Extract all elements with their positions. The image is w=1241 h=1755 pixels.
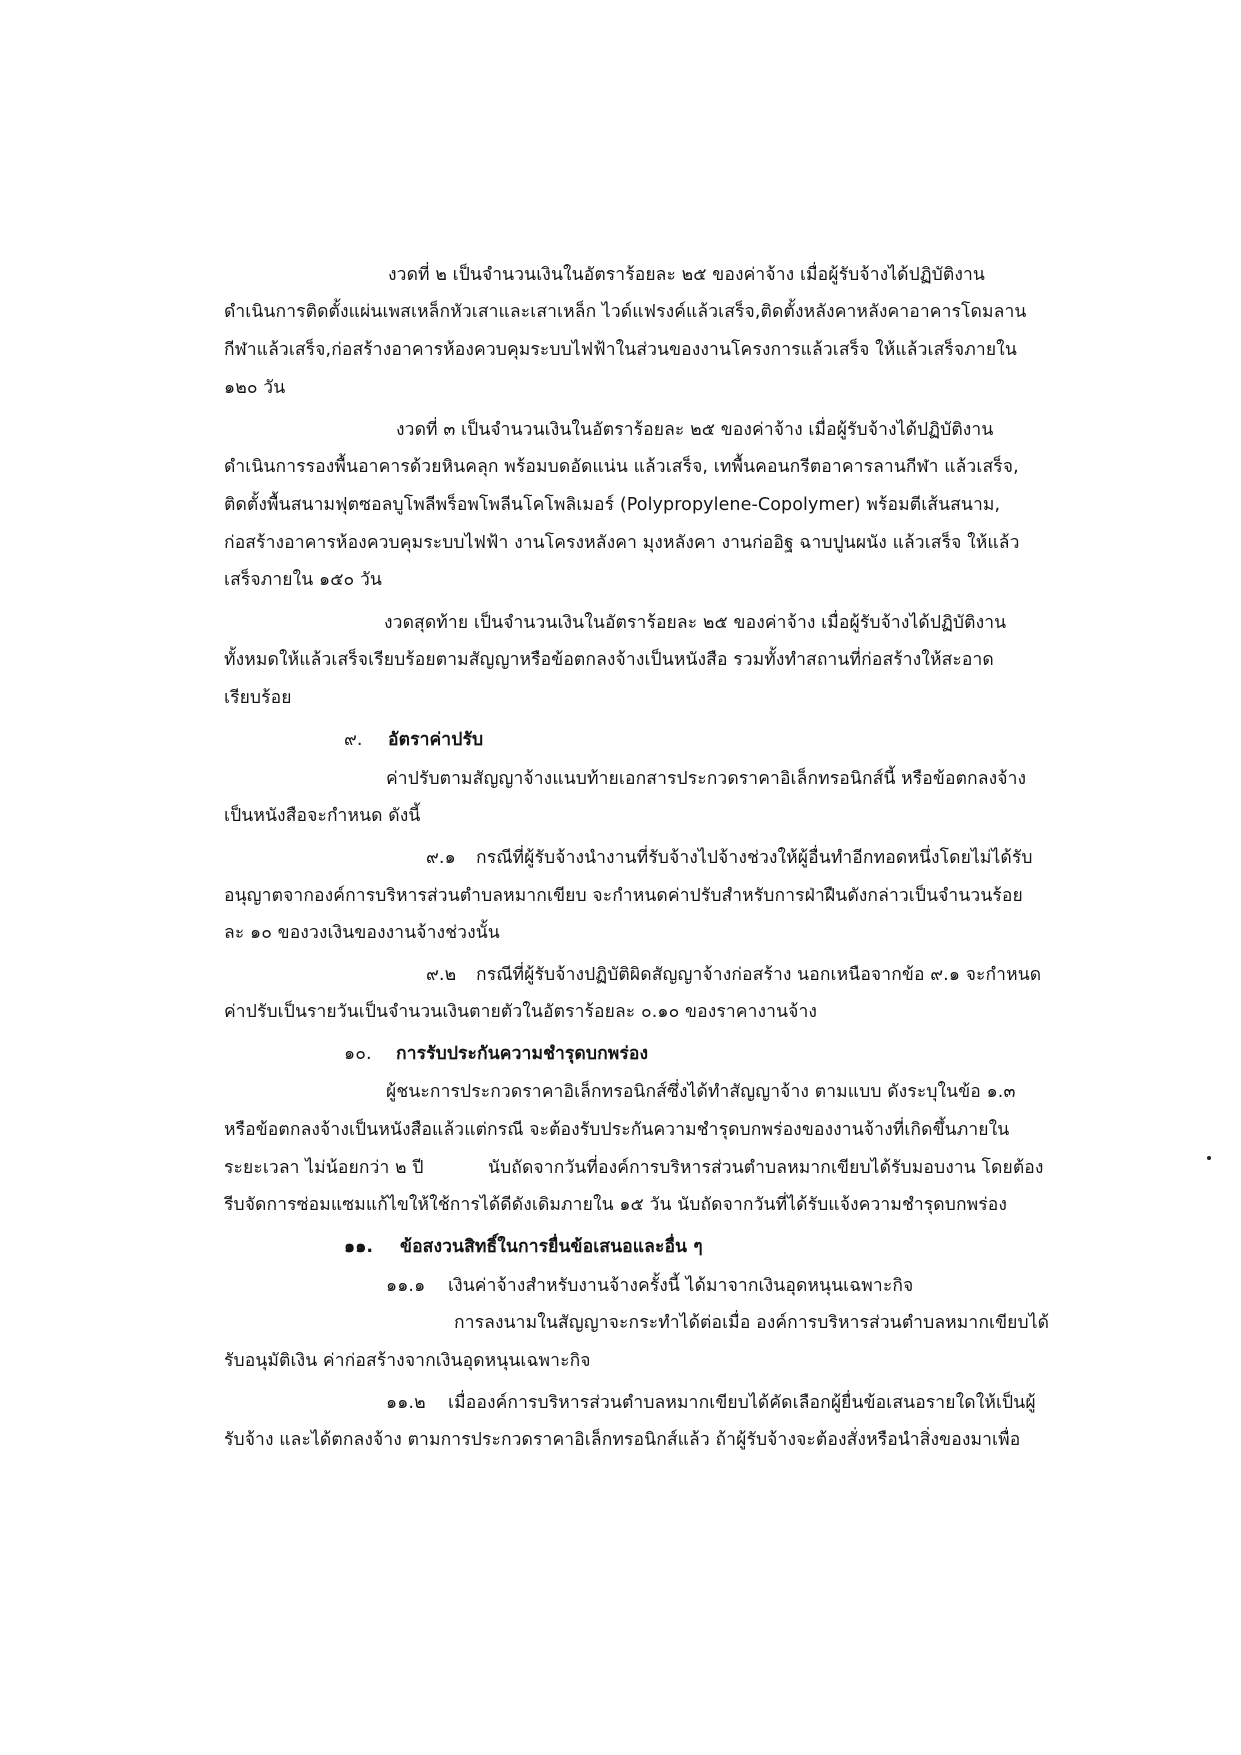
section-10-line-1: ผู้ชนะการประกวดราคาอิเล็กทรอนิกส์ซึ่งได้ทำสัญญาจ้าง ตามแบบ ดังระบุในข้อ ๑.๓ xyxy=(386,1082,1016,1102)
section-9-2-line-1: กรณีที่ผู้รับจ้างปฏิบัติผิดสัญญาจ้างก่อสร้าง นอกเหนือจากข้อ ๙.๑ จะกำหนด xyxy=(476,965,1042,985)
installment-3-line-5: เสร็จภายใน ๑๕๐ วัน xyxy=(224,570,382,590)
section-11-1-line-2: การลงนามในสัญญาจะกระทำได้ต่อเมื่อ องค์การบริหารส่วนตำบลหมากเขียบได้ xyxy=(454,1313,1050,1333)
installment-2-line-1: งวดที่ ๒ เป็นจำนวนเงินในอัตราร้อยละ ๒๕ ของค่าจ้าง เมื่อผู้รับจ้างได้ปฏิบัติงาน xyxy=(388,265,985,285)
installment-final-line-2: ทั้งหมดให้แล้วเสร็จเรียบร้อยตามสัญญาหรือข้อตกลงจ้างเป็นหนังสือ รวมทั้งทำสถานที่ก่อสร้างให้สะอาด xyxy=(224,650,994,670)
installment-2-line-3: กีฬาแล้วเสร็จ,ก่อสร้างอาคารห้องควบคุมระบบไฟฟ้าในส่วนของงานโครงการแล้วเสร็จ ให้แล้วเสร็จภายใน xyxy=(224,340,1017,360)
section-9-1-line-2: อนุญาตจากองค์การบริหารส่วนตำบลหมากเขียบ จะกำหนดค่าปรับสำหรับการฝ่าฝืนดังกล่าวเป็นจำนวนร้อย xyxy=(224,886,1023,906)
installment-3-line-4: ก่อสร้างอาคารห้องควบคุมระบบไฟฟ้า งานโครงหลังคา มุงหลังคา งานก่ออิฐ ฉาบปูนผนัง แล้วเสร็จ ให้แล้ว xyxy=(224,533,1020,553)
section-9-number: ๙. xyxy=(344,730,363,750)
section-10-line-2: หรือข้อตกลงจ้างเป็นหนังสือแล้วแต่กรณี จะต้องรับประกันความชำรุดบกพร่องของงานจ้างที่เกิดขึ้นภายใน xyxy=(224,1120,1010,1140)
section-11-2-line-2: รับจ้าง และได้ตกลงจ้าง ตามการประกวดราคาอิเล็กทรอนิกส์แล้ว ถ้าผู้รับจ้างจะต้องสั่งหรือนำสิ่งของมาเพื่อ xyxy=(224,1430,1021,1450)
section-9-intro-line-2: เป็นหนังสือจะกำหนด ดังนี้ xyxy=(224,806,421,826)
stray-dot xyxy=(1207,1156,1211,1160)
section-11-2-number: ๑๑.๒ xyxy=(386,1393,426,1413)
installment-3-line-3: ติดตั้งพื้นสนามฟุตซอลบูโพลีพร็อพโพลีนโคโพลิเมอร์ (Polypropylene-Copolymer) พร้อมตีเส้นสนาม, xyxy=(224,495,1001,515)
section-10-title: การรับประกันความชำรุดบกพร่อง xyxy=(396,1044,649,1064)
installment-2-line-2: ดำเนินการติดตั้งแผ่นเพสเหล็กหัวเสาและเสาเหล็ก ไวด์แฟรงค์แล้วเสร็จ,ติดตั้งหลังคาหลังคาอาคารโดมลาน xyxy=(224,302,1027,322)
section-11-2-line-1: เมื่อองค์การบริหารส่วนตำบลหมากเขียบได้คัดเลือกผู้ยื่นข้อเสนอรายใดให้เป็นผู้ xyxy=(448,1393,1036,1413)
section-11-1-line-3: รับอนุมัติเงิน ค่าก่อสร้างจากเงินอุดหนุนเฉพาะกิจ xyxy=(224,1351,591,1371)
section-9-1-number: ๙.๑ xyxy=(426,848,456,868)
installment-final-line-3: เรียบร้อย xyxy=(224,688,292,708)
section-11-title: ข้อสงวนสิทธิ์ในการยื่นข้อเสนอและอื่น ๆ xyxy=(400,1237,703,1257)
installment-3-line-1: งวดที่ ๓ เป็นจำนวนเงินในอัตราร้อยละ ๒๕ ของค่าจ้าง เมื่อผู้รับจ้างได้ปฏิบัติงาน xyxy=(396,420,994,440)
section-10-line-3a: ระยะเวลา ไม่น้อยกว่า ๒ ปี xyxy=(224,1158,424,1178)
installment-2-line-4: ๑๒๐ วัน xyxy=(224,378,286,398)
section-9-2-line-2: ค่าปรับเป็นรายวันเป็นจำนวนเงินตายตัวในอัตราร้อยละ ๐.๑๐ ของราคางานจ้าง xyxy=(224,1002,818,1022)
section-10-number: ๑๐. xyxy=(344,1044,372,1064)
section-9-intro-line-1: ค่าปรับตามสัญญาจ้างแนบท้ายเอกสารประกวดราคาอิเล็กทรอนิกส์นี้ หรือข้อตกลงจ้าง xyxy=(386,769,1027,789)
section-10-line-3b: นับถัดจากวันที่องค์การบริหารส่วนตำบลหมากเขียบได้รับมอบงาน โดยต้อง xyxy=(488,1158,1044,1178)
section-9-2-number: ๙.๒ xyxy=(426,965,457,985)
installment-3-line-2: ดำเนินการรองพื้นอาคารด้วยหินคลุก พร้อมบดอัดแน่น แล้วเสร็จ, เทพื้นคอนกรีตอาคารลานกีฬา แล้วเสร็จ, xyxy=(224,457,1019,477)
section-11-1-line-1: เงินค่าจ้างสำหรับงานจ้างครั้งนี้ ได้มาจากเงินอุดหนุนเฉพาะกิจ xyxy=(448,1276,914,1296)
section-11-number: ๑๑. xyxy=(344,1237,374,1257)
section-9-1-line-3: ละ ๑๐ ของวงเงินของงานจ้างช่วงนั้น xyxy=(224,923,500,943)
section-9-title: อัตราค่าปรับ xyxy=(388,730,484,750)
section-11-1-number: ๑๑.๑ xyxy=(386,1276,426,1296)
section-9-1-line-1: กรณีที่ผู้รับจ้างนำงานที่รับจ้างไปจ้างช่วงให้ผู้อื่นทำอีกทอดหนึ่งโดยไม่ได้รับ xyxy=(476,848,1033,868)
installment-final-line-1: งวดสุดท้าย เป็นจำนวนเงินในอัตราร้อยละ ๒๕ ของค่าจ้าง เมื่อผู้รับจ้างได้ปฏิบัติงาน xyxy=(384,613,1007,633)
section-10-line-4: รีบจัดการซ่อมแซมแก้ไขให้ใช้การได้ดีดังเดิมภายใน ๑๕ วัน นับถัดจากวันที่ได้รับแจ้งความชำรุดบกพร่อง xyxy=(224,1195,1008,1215)
